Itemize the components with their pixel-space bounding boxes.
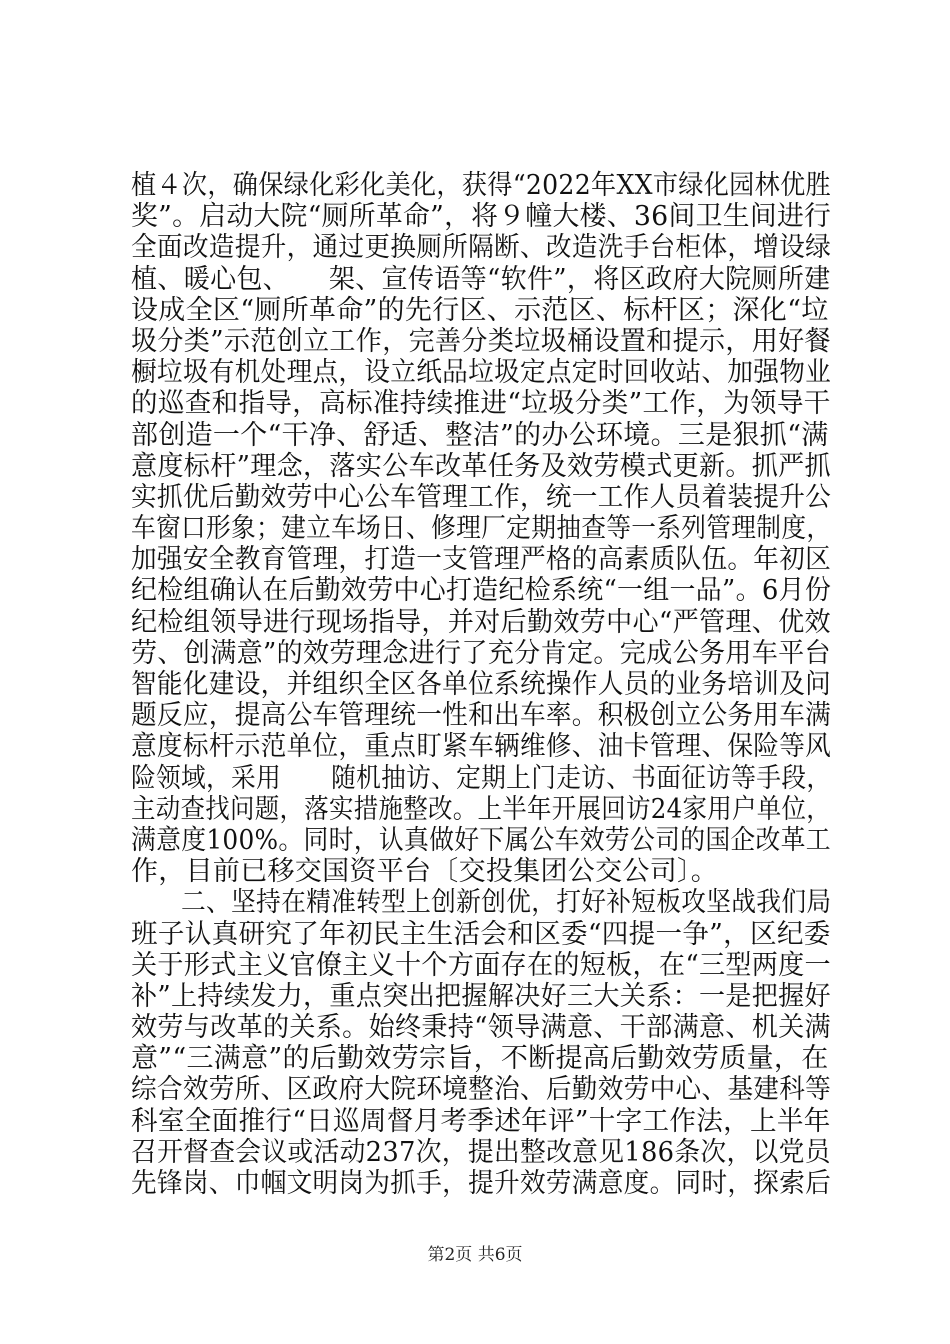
body-text: [131, 170, 831, 1199]
page-footer: 第2页 共6页: [427, 1245, 523, 1265]
text-line: 车窗口形象；建立车场日、修理厂定期抽查等一系列管理制度，: [131, 513, 832, 545]
text-line: 部创造一个“干净、舒适、整洁”的办公环境。三是狠抓“满: [131, 419, 829, 451]
text-line: 险领域，采用 随机抽访、定期上门走访、书面征访等手段，: [131, 762, 832, 794]
text-line: 纪检组领导进行现场指导，并对后勤效劳中心“严管理、优效: [131, 606, 831, 638]
text-line: 实抓优后勤效劳中心公车管理工作，统一工作人员着装提升公: [131, 481, 832, 513]
text-line: 意”“三满意”的后勤效劳宗旨，不断提高后勤效劳质量，在: [131, 1043, 829, 1075]
text-line: 召开督查会议或活动237次，提出整改意见186条次，以党员: [131, 1136, 831, 1168]
text-line: 圾分类”示范创立工作，完善分类垃圾桶设置和提示，用好餐: [131, 325, 831, 357]
text-line: 作，目前已移交国资平台〔交投集团公交公司〕。: [131, 856, 719, 888]
text-line: 智能化建设，并组织全区各单位系统操作人员的业务培训及问: [131, 669, 832, 700]
text-line: 纪检组确认在后勤效劳中心打造纪检系统“一组一品”。6月份: [131, 575, 832, 607]
text-line: 综合效劳所、区政府大院环境整治、后勤效劳中心、基建科等: [131, 1074, 832, 1106]
text-line: 植、暖心包、 架、宣传语等“软件”，将区政府大院厕所建: [131, 263, 831, 295]
text-line: 关于形式主义官僚主义十个方面存在的短板，在“三型两度一: [131, 949, 831, 981]
text-line: 补”上持续发力，重点突出把握解决好三大关系：一是把握好: [131, 980, 831, 1012]
text-line: 意度标杆”理念，落实公车改革任务及效劳模式更新。抓严抓: [131, 450, 831, 482]
text-line: 设成全区“厕所革命”的先行区、示范区、标杆区；深化“垃: [131, 294, 829, 326]
text-line: 科室全面推行“日巡周督月考季述年评”十字工作法，上半年: [131, 1105, 831, 1137]
text-line: 效劳与改革的关系。始终秉持“领导满意、干部满意、机关满: [131, 1012, 831, 1044]
text-line: 意度标杆示范单位，重点盯紧车辆维修、油卡管理、保险等风: [131, 731, 832, 763]
text-line: 全面改造提升，通过更换厕所隔断、改造洗手台柜体，增设绿: [131, 232, 832, 264]
text-line: 劳、创满意”的效劳理念进行了充分肯定。完成公务用车平台: [131, 637, 831, 669]
text-line: 班子认真研究了年初民主生活会和区委“四提一争”，区纪委: [131, 918, 831, 950]
text-line: 主动查找问题，落实措施整改。上半年开展回访24家用户单位，: [131, 793, 832, 825]
text-line: 的巡查和指导，高标准持续推进“垃圾分类”工作，为领导干: [131, 388, 831, 420]
text-line: 先锋岗、巾帼文明岗为抓手，提升效劳满意度。同时，探索后: [131, 1168, 832, 1199]
text-line: 橱垃圾有机处理点，设立纸品垃圾定点定时回收站、加强物业: [131, 357, 832, 389]
text-line: 奖”。启动大院“厕所革命”，将９幢大楼、36间卫生间进行: [131, 201, 832, 233]
text-line: 加强安全教育管理，打造一支管理严格的高素质队伍。年初区: [131, 544, 832, 576]
text-line: 题反应，提高公车管理统一性和出车率。积极创立公务用车满: [131, 700, 832, 732]
text-line: 植４次，确保绿化彩化美化，获得“2022年XX市绿化园林优胜: [131, 170, 831, 201]
text-line: 满意度100%。同时，认真做好下属公车效劳公司的国企改革工: [131, 824, 831, 856]
text-line: 二、坚持在精准转型上创新创优，打好补短板攻坚战我们局: [131, 887, 832, 919]
